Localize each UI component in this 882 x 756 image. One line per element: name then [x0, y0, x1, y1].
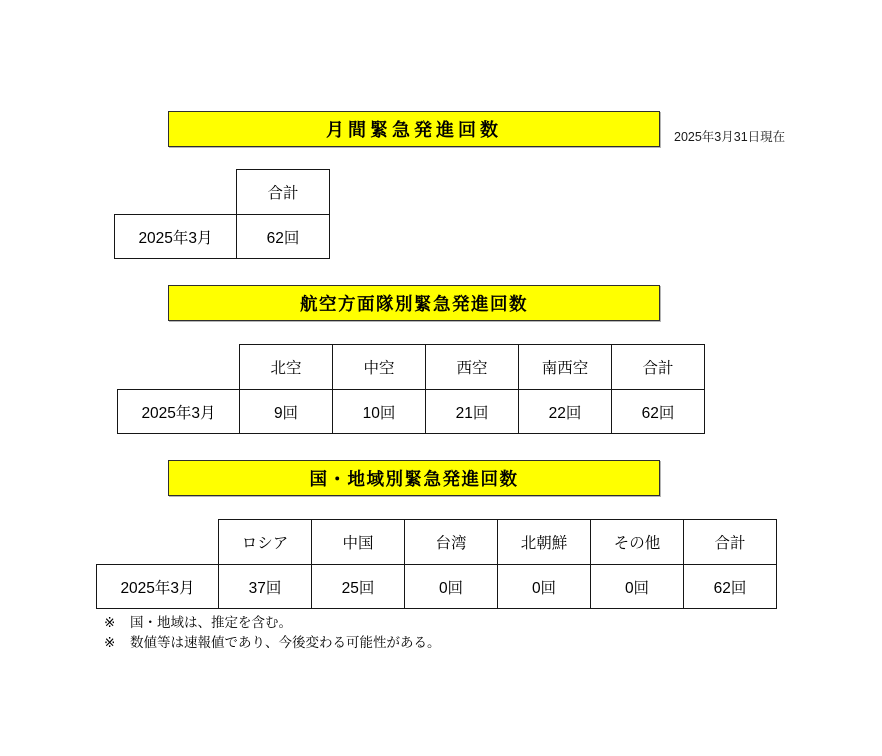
cell-value: 62回	[684, 565, 777, 609]
column-header-russia: ロシア	[219, 520, 312, 565]
row-label: 2025年3月	[115, 215, 237, 259]
column-header-taiwan: 台湾	[405, 520, 498, 565]
note-text: 国・地域は、推定を含む。	[130, 615, 292, 630]
footnotes	[104, 613, 441, 653]
cell-value: 9回	[240, 390, 333, 434]
column-header-other: その他	[591, 520, 684, 565]
cell-value: 10回	[333, 390, 426, 434]
column-header-central: 中空	[333, 345, 426, 390]
note-text: 数値等は速報値であり、今後変わる可能性がある。	[130, 635, 441, 650]
column-header-total: 合計	[684, 520, 777, 565]
section-banner-country	[168, 460, 660, 496]
cell-value: 25回	[312, 565, 405, 609]
section-banner-monthly	[168, 111, 660, 147]
cell-value: 62回	[237, 215, 330, 259]
row-label: 2025年3月	[118, 390, 240, 434]
cell-value: 37回	[219, 565, 312, 609]
cell-value: 0回	[405, 565, 498, 609]
note-marker: ※	[104, 635, 116, 650]
cell-value: 62回	[612, 390, 705, 434]
column-header-total: 合計	[612, 345, 705, 390]
monthly-total-table	[114, 169, 330, 259]
country-table	[96, 519, 777, 609]
corner-cell	[115, 170, 237, 215]
column-header-china: 中国	[312, 520, 405, 565]
corner-cell	[97, 520, 219, 565]
section-title: 航空方面隊別緊急発進回数	[300, 293, 528, 314]
column-header-west: 西空	[426, 345, 519, 390]
section-banner-sector	[168, 285, 660, 321]
note-line	[104, 613, 441, 633]
row-label: 2025年3月	[97, 565, 219, 609]
column-header-northkorea: 北朝鮮	[498, 520, 591, 565]
cell-value: 22回	[519, 390, 612, 434]
sector-table	[117, 344, 705, 434]
column-header-southwest: 南西空	[519, 345, 612, 390]
note-line	[104, 633, 441, 653]
cell-value: 21回	[426, 390, 519, 434]
corner-cell	[118, 345, 240, 390]
column-header-total: 合計	[237, 170, 330, 215]
column-header-north: 北空	[240, 345, 333, 390]
as-of-date: 2025年3月31日現在	[674, 130, 786, 144]
note-marker: ※	[104, 615, 116, 630]
section-title: 月間緊急発進回数	[326, 120, 502, 140]
section-title: 国・地域別緊急発進回数	[309, 468, 519, 489]
cell-value: 0回	[591, 565, 684, 609]
cell-value: 0回	[498, 565, 591, 609]
